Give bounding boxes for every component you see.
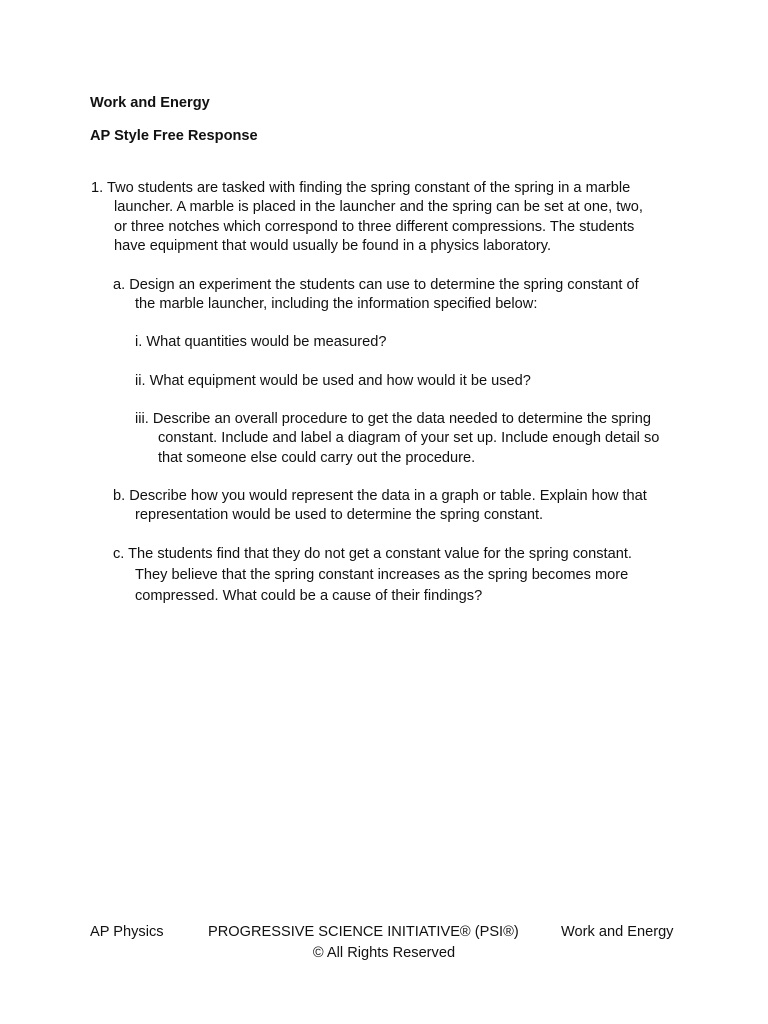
part-a-ii (135, 372, 531, 391)
part-c-line: They believe that the spring constant increases as the spring becomes more (135, 567, 629, 583)
question-1-line: or three notches which correspond to three different compressions. The students (114, 218, 635, 235)
part-a-i-line: i. What quantities would be measured? (135, 334, 387, 350)
footer-topic: Work and Energy (561, 924, 674, 940)
document-subtitle: AP Style Free Response (90, 128, 258, 144)
footer-copyright: © All Rights Reserved (312, 945, 456, 961)
part-a-ii-line: ii. What equipment would be used and how would it be used? (135, 373, 531, 389)
question-1 (91, 179, 643, 257)
question-1-line: launcher. A marble is placed in the launcher and the spring can be set at one, two, (114, 199, 643, 216)
part-a (113, 276, 639, 315)
part-b-line: b. Describe how you would represent the data in a graph or table. Explain how that (113, 488, 647, 504)
part-a-line: a. Design an experiment the students can use to determine the spring constant of (113, 277, 639, 293)
part-a-iii-line: constant. Include and label a diagram of your set up. Include enough detail so (158, 430, 660, 447)
part-b (113, 487, 647, 526)
part-c-line: c. The students find that they do not get a constant value for the spring constant. (113, 546, 632, 562)
part-a-iii-line: that someone else could carry out the procedure. (158, 449, 476, 466)
part-c (113, 544, 632, 607)
footer-course: AP Physics (90, 924, 164, 940)
part-a-line: the marble launcher, including the information specified below: (135, 296, 538, 313)
part-a-iii-line: iii. Describe an overall procedure to get the data needed to determine the spring (135, 411, 651, 427)
part-a-i (135, 333, 386, 352)
part-c-line: compressed. What could be a cause of their findings? (135, 588, 483, 604)
footer-publisher: PROGRESSIVE SCIENCE INITIATIVE® (PSI®) (208, 924, 519, 940)
part-a-iii (135, 410, 659, 468)
question-1-line: have equipment that would usually be found in a physics laboratory. (114, 238, 551, 255)
part-b-line: representation would be used to determine the spring constant. (135, 507, 544, 524)
document-title: Work and Energy (90, 95, 210, 111)
question-1-line: 1. Two students are tasked with finding the spring constant of the spring in a marble (91, 180, 631, 196)
